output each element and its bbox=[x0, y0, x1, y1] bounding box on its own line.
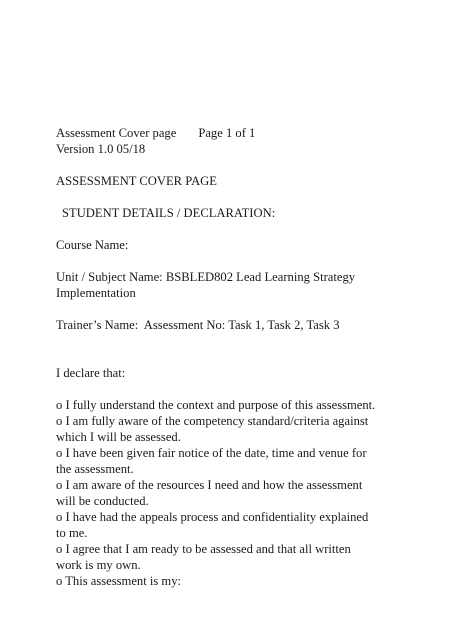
declaration-line: o I am fully aware of the competency standard/criteria against bbox=[56, 414, 369, 428]
declaration-line: o I fully understand the context and purpose of this assessment. bbox=[56, 398, 376, 412]
document-heading: ASSESSMENT COVER PAGE bbox=[56, 174, 217, 188]
declaration-line: o I have been given fair notice of the date, time and venue for bbox=[56, 446, 367, 460]
declaration-line: o I agree that I am ready to be assessed and that all written bbox=[56, 542, 351, 556]
declaration-item bbox=[56, 413, 428, 445]
declaration-item bbox=[56, 445, 428, 477]
declaration-item bbox=[56, 573, 428, 589]
version-text: Version 1.0 05/18 bbox=[56, 142, 146, 156]
declaration-line: o This assessment is my: bbox=[56, 574, 182, 588]
declaration-line: will be conducted. bbox=[56, 494, 149, 508]
declaration-line: which I will be assessed. bbox=[56, 430, 181, 444]
declaration-line: to me. bbox=[56, 526, 88, 540]
trainer-assessment-line: Trainer’s Name: Assessment No: Task 1, Task 2, Task 3 bbox=[56, 318, 340, 332]
section-title: STUDENT DETAILS / DECLARATION: bbox=[62, 206, 276, 220]
course-name-label: Course Name: bbox=[56, 238, 129, 252]
document-body bbox=[56, 125, 428, 589]
declaration-item bbox=[56, 477, 428, 509]
declaration-item bbox=[56, 397, 428, 413]
page-number: Page 1 of 1 bbox=[198, 126, 256, 140]
declaration-line: work is my own. bbox=[56, 558, 141, 572]
declaration-line: o I have had the appeals process and confidentiality explained bbox=[56, 510, 369, 524]
header-title: Assessment Cover page bbox=[56, 126, 177, 140]
declaration-line: the assessment. bbox=[56, 462, 134, 476]
declaration-item bbox=[56, 541, 428, 573]
header-line bbox=[56, 125, 428, 141]
unit-name-line-2: Implementation bbox=[56, 286, 136, 300]
declaration-list bbox=[56, 397, 428, 589]
declaration-intro: I declare that: bbox=[56, 366, 126, 380]
declaration-item bbox=[56, 509, 428, 541]
unit-name-line-1: Unit / Subject Name: BSBLED802 Lead Learning Strategy bbox=[56, 270, 356, 284]
declaration-line: o I am aware of the resources I need and how the assessment bbox=[56, 478, 363, 492]
